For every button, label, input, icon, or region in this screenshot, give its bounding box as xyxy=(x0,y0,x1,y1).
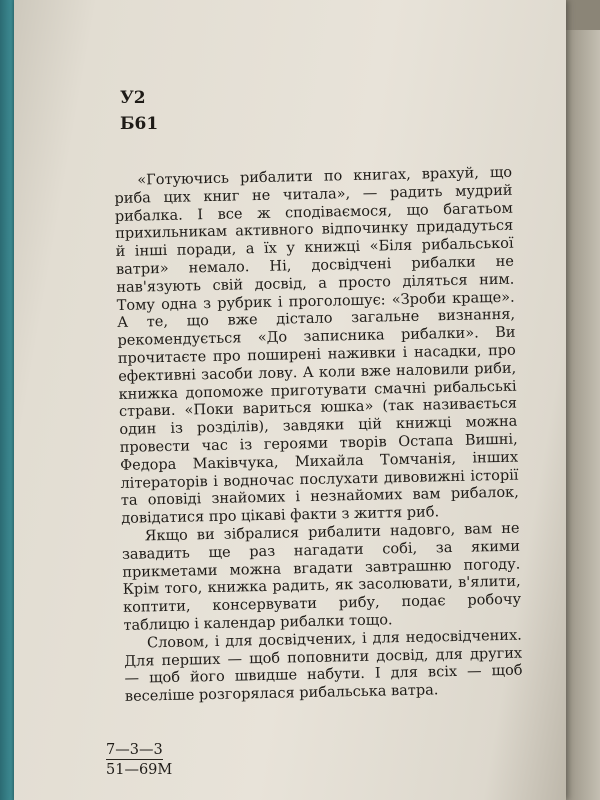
annotation-text xyxy=(114,165,523,707)
paragraph: «Готуючись рибалити по книгах, врахуй, що риба цих книг не читала», — радить мудрий рибалка. І все ж сподіваємося, що багатьом прихильникам активного відпочинку придадуться й інші поради, а їх у книжці «Біля рибальської ватри» немало. Ні, досвідчені рибалки не нав'язують свій досвід, а просто діляться ним. Тому одна з рубрик і проголошує: «Зроби краще». А те, що вже дістало загальне визнання, рекомендується «До записника рибалки». Ви прочитаєте про поширені наживки і насадки, про ефективні засоби лову. А коли вже наловили риби, книжка допоможе приготувати смачні рибальські страви. «Поки вариться юшка» (так називається один із розділів), завдяки цій книжці можна провести час із героями творів Остапа Вишні, Федора Маківчука, Михайла Томчанія, інших літераторів і водночас послухати дивовижні історії та оповіді знайомих і незнайомих вам рибалок, довідатися про цікаві факти з життя риб. xyxy=(114,164,519,528)
classification-code: У2 xyxy=(120,88,146,108)
book-page xyxy=(14,0,566,800)
author-mark: Б61 xyxy=(120,114,159,134)
adjacent-page-edge xyxy=(566,30,600,800)
publication-code-numerator: 7—3—3 xyxy=(106,742,163,758)
paragraph: Словом, і для досвідчених, і для недосвідчених. Для перших — щоб поповнити досвід, для других — щоб його швидше набути. І для всіх — щоб веселіше розгорялася рибальська ватра. xyxy=(124,627,523,705)
publication-code-denominator: 51—69М xyxy=(106,762,173,778)
paragraph: Якщо ви зібралися рибалити надовго, вам не завадить ще раз нагадати собі, за якими прикметами можна вгадати завтрашню погоду. Крім того, книжка радить, як засолювати, в'ялити, коптити, консервувати рибу, подає робочу таблицю і календар рибалки тощо. xyxy=(121,520,522,634)
